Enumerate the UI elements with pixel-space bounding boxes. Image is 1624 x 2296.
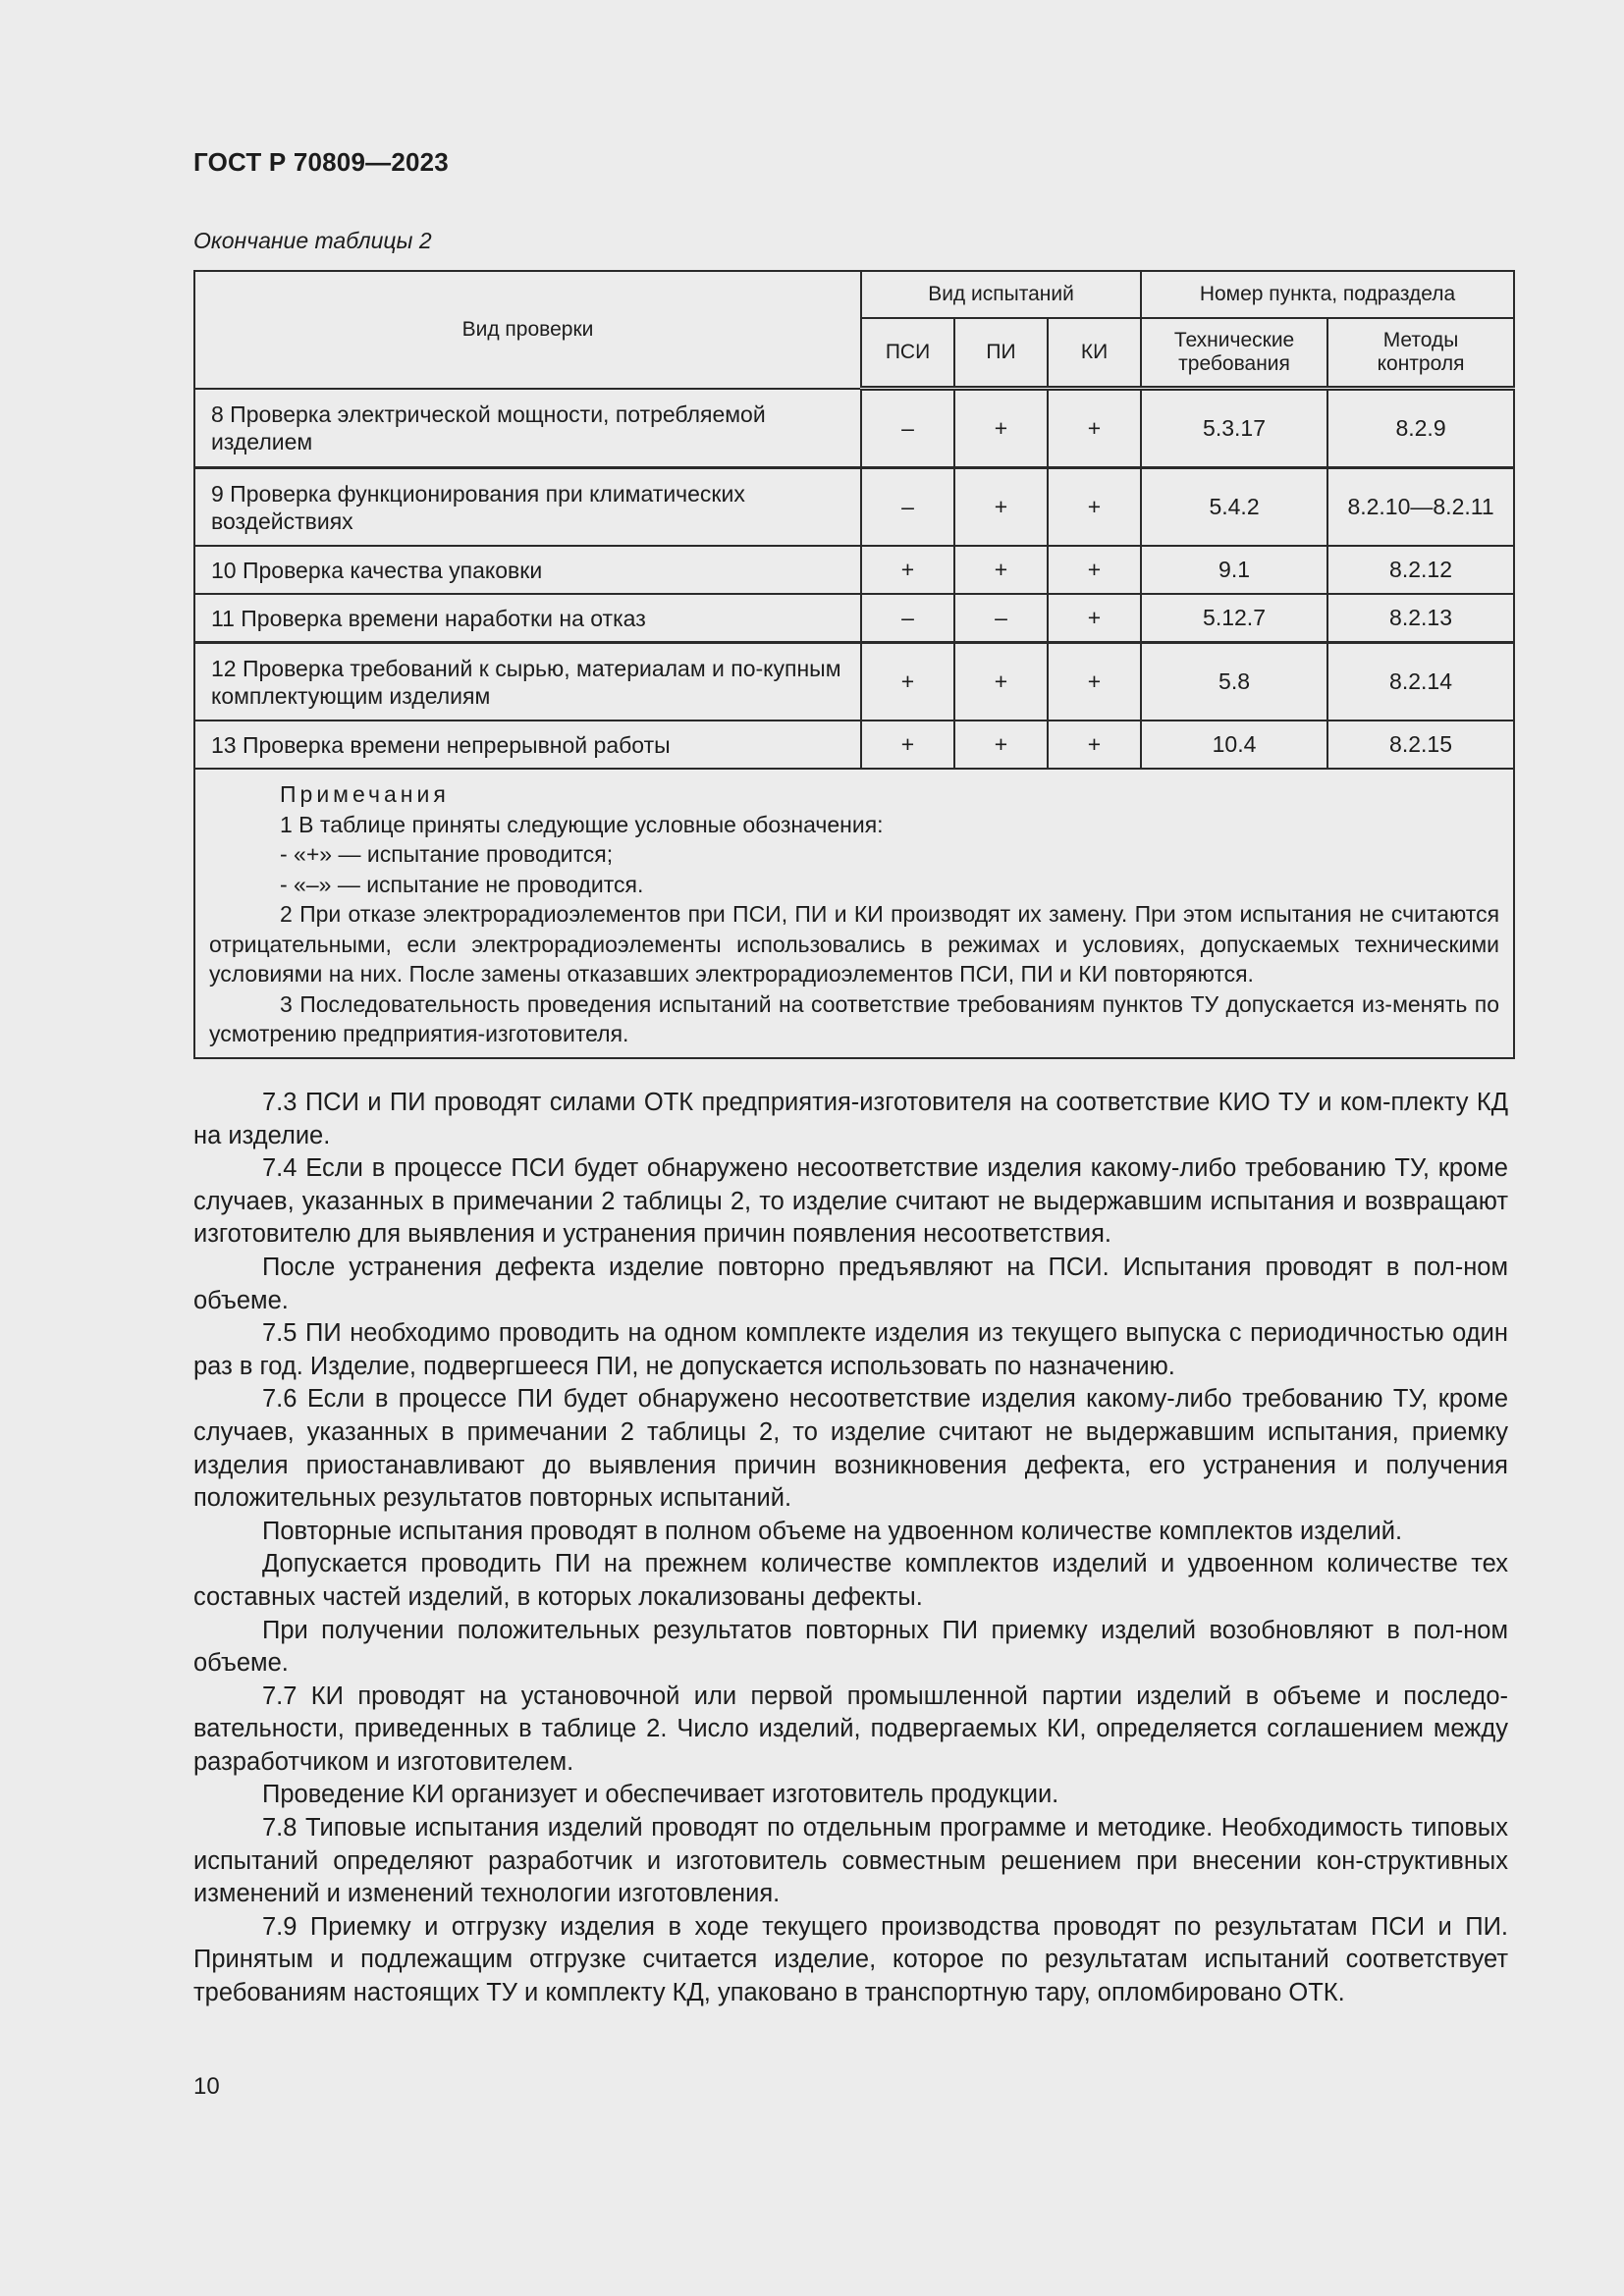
row-method: 8.2.12	[1327, 546, 1514, 594]
header-check-type: Вид проверки	[194, 271, 861, 389]
table-row	[194, 643, 1514, 721]
row-ki: +	[1048, 721, 1141, 769]
paragraph-7-4: 7.4 Если в процессе ПСИ будет обнаружено несоответствие изделия какому-либо требованию ТУ, кроме случаев, указанных в примечании 2 таблицы 2, то изделие считают не выдержавшим испытания и возвращают изготовителю для выявления и устранения причин появления несоответствия.	[193, 1154, 1508, 1249]
body-text	[193, 1087, 1508, 2010]
row-method: 8.2.15	[1327, 721, 1514, 769]
row-psi: –	[861, 389, 954, 468]
inspection-table	[193, 270, 1515, 1059]
row-method: 8.2.14	[1327, 643, 1514, 721]
note-1-plus: - «+» — испытание проводится;	[280, 841, 614, 867]
paragraph: При получении положительных результатов повторных ПИ приемку изделий возобновляют в пол-ном объеме.	[193, 1616, 1508, 1678]
row-tech: 5.8	[1141, 643, 1327, 721]
header-tech-requirements: Технические требования	[1141, 318, 1327, 389]
row-pi: +	[954, 721, 1048, 769]
header-test-type: Вид испытаний	[861, 271, 1141, 318]
row-tech: 5.12.7	[1141, 594, 1327, 643]
row-check-name: 12 Проверка требований к сырью, материалам и по-купным комплектующим изделиям	[194, 643, 861, 721]
row-tech: 9.1	[1141, 546, 1327, 594]
document-header: ГОСТ Р 70809—2023	[193, 147, 449, 177]
header-ki: КИ	[1048, 318, 1141, 389]
note-2: 2 При отказе электрорадиоэлементов при ПСИ, ПИ и КИ производят их замену. При этом испытания не считаются отрицательными, если электрорадиоэлементы использовались в режимах и условиях, допускаемых техническими условиями на них. После замены отказавших электрорадиоэлементов ПСИ, ПИ и КИ повторяются.	[209, 901, 1500, 987]
header-psi: ПСИ	[861, 318, 954, 389]
row-ki: +	[1048, 643, 1141, 721]
row-psi: –	[861, 594, 954, 643]
row-tech: 5.3.17	[1141, 389, 1327, 468]
page-number: 10	[193, 2073, 220, 2100]
row-ki: +	[1048, 546, 1141, 594]
row-method: 8.2.10—8.2.11	[1327, 468, 1514, 547]
table-notes-row	[194, 769, 1514, 1058]
paragraph: После устранения дефекта изделие повторно предъявляют на ПСИ. Испытания проводят в пол-ном объеме.	[193, 1253, 1508, 1314]
table-row	[194, 721, 1514, 769]
row-pi: +	[954, 643, 1048, 721]
table-row	[194, 389, 1514, 468]
note-3: 3 Последовательность проведения испытаний на соответствие требованиям пунктов ТУ допускается из-менять по усмотрению предприятия-изготовителя.	[209, 990, 1500, 1046]
header-control-methods: Методы контроля	[1327, 318, 1514, 389]
row-method: 8.2.13	[1327, 594, 1514, 643]
row-psi: +	[861, 721, 954, 769]
row-check-name: 8 Проверка электрической мощности, потребляемой изделием	[194, 389, 861, 468]
paragraph: Повторные испытания проводят в полном объеме на удвоенном количестве комплектов изделий.	[262, 1517, 1403, 1545]
paragraph-7-5: 7.5 ПИ необходимо проводить на одном комплекте изделия из текущего выпуска с периодичностью один раз в год. Изделие, подвергшееся ПИ, не допускается использовать по назначению.	[193, 1319, 1508, 1380]
row-tech: 10.4	[1141, 721, 1327, 769]
paragraph: Проведение КИ организует и обеспечивает изготовитель продукции.	[262, 1781, 1059, 1809]
paragraph-7-8: 7.8 Типовые испытания изделий проводят по отдельным программе и методике. Необходимость типовых испытаний определяют разработчик и изготовитель совместным решением при внесении кон-структивных изменений и изменений технологии изготовления.	[193, 1814, 1508, 1908]
header-pi: ПИ	[954, 318, 1048, 389]
paragraph-7-7: 7.7 КИ проводят на установочной или первой промышленной партии изделий в объеме и последо-вательности, приведенных в таблице 2. Число изделий, подвергаемых КИ, определяется соглашением между разработчиком и изготовителем.	[193, 1682, 1508, 1776]
paragraph-7-6: 7.6 Если в процессе ПИ будет обнаружено несоответствие изделия какому-либо требованию ТУ, кроме случаев, указанных в примечании 2 таблицы 2, то изделие считают не выдержавшим испытания, приемку изделия приостанавливают до выявления причин возникновения дефекта, его устранения и получения положительных результатов повторных испытаний.	[193, 1385, 1508, 1513]
table-row	[194, 546, 1514, 594]
row-ki: +	[1048, 389, 1141, 468]
note-1: 1 В таблице приняты следующие условные обозначения:	[280, 811, 884, 837]
row-check-name: 9 Проверка функционирования при климатических воздействиях	[194, 468, 861, 547]
header-clause-number: Номер пункта, подраздела	[1141, 271, 1514, 318]
paragraph-7-3: 7.3 ПСИ и ПИ проводят силами ОТК предприятия-изготовителя на соответствие КИО ТУ и ком-плекту КД на изделие.	[193, 1089, 1508, 1149]
paragraph: Допускается проводить ПИ на прежнем количестве комплектов изделий и удвоенном количестве тех составных частей изделий, в которых локализованы дефекты.	[193, 1550, 1508, 1611]
table-row	[194, 594, 1514, 643]
row-check-name: 11 Проверка времени наработки на отказ	[194, 594, 861, 643]
paragraph-7-9: 7.9 Приемку и отгрузку изделия в ходе текущего производства проводят по результатам ПСИ и ПИ. Принятым и подлежащим отгрузке считается изделие, которое по результатам испытаний соответствует требованиям настоящих ТУ и комплекту КД, упаковано в транспортную тару, опломбировано ОТК.	[193, 1912, 1508, 2007]
row-check-name: 10 Проверка качества упаковки	[194, 546, 861, 594]
row-psi: +	[861, 546, 954, 594]
table-row	[194, 468, 1514, 547]
row-pi: +	[954, 389, 1048, 468]
row-tech: 5.4.2	[1141, 468, 1327, 547]
notes-title: Примечания	[280, 781, 450, 807]
row-pi: +	[954, 468, 1048, 547]
table-notes	[194, 769, 1514, 1058]
row-ki: +	[1048, 468, 1141, 547]
note-1-minus: - «–» — испытание не проводится.	[280, 871, 644, 897]
row-method: 8.2.9	[1327, 389, 1514, 468]
row-pi: –	[954, 594, 1048, 643]
row-check-name: 13 Проверка времени непрерывной работы	[194, 721, 861, 769]
row-pi: +	[954, 546, 1048, 594]
table-caption: Окончание таблицы 2	[193, 228, 432, 253]
table-header-row-1	[194, 271, 1514, 318]
row-psi: +	[861, 643, 954, 721]
row-ki: +	[1048, 594, 1141, 643]
row-psi: –	[861, 468, 954, 547]
